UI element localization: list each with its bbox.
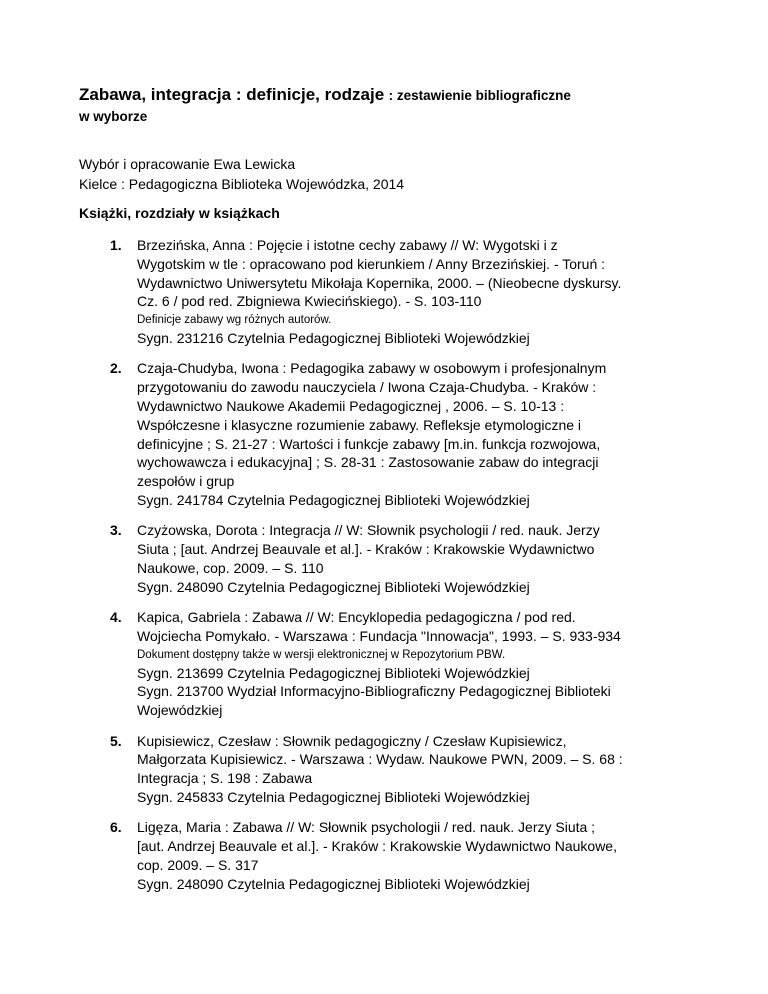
entry-citation-line: zespołów i grup xyxy=(137,473,235,490)
entry-citation-line: Wygotskim w tle : opracowano pod kierunkiem / Anny Brzezińskiej. - Toruń : xyxy=(137,255,606,272)
bibliography-entry xyxy=(79,818,699,893)
entry-citation-line: cop. 2009. – S. 317 xyxy=(137,856,259,873)
publisher-line: Kielce : Pedagogiczna Biblioteka Wojewódzka, 2014 xyxy=(79,176,405,192)
entry-number: 2. xyxy=(110,360,122,377)
entry-citation-line: Współczesne i klasyczne rozumienie zabawy. Refleksje etymologiczne i xyxy=(137,416,582,433)
entry-note: Dokument dostępny także w wersji elektronicznej w Repozytorium PBW. xyxy=(137,648,506,661)
entry-citation-line: Integracja ; S. 198 : Zabawa xyxy=(137,770,313,787)
entry-number: 1. xyxy=(110,237,122,253)
entry-call-number: Sygn. 245833 Czytelnia Pedagogicznej Biblioteki Wojewódzkiej xyxy=(137,788,530,805)
entry-citation-line: Brzezińska, Anna : Pojęcie i istotne cechy zabawy // W: Wygotski i z xyxy=(137,237,558,253)
entry-citation-line: przygotowaniu do zawodu nauczyciela / Iwona Czaja-Chudyba. - Kraków : xyxy=(137,379,597,396)
entry-number: 5. xyxy=(110,732,122,749)
entry-call-number: Sygn. 248090 Czytelnia Pedagogicznej Biblioteki Wojewódzkiej xyxy=(137,578,530,595)
entry-citation-line: Kupisiewicz, Czesław : Słownik pedagogiczny / Czesław Kupisiewicz, xyxy=(137,732,567,749)
entry-citation-line: definicyjne ; S. 21-27 : Wartości i funkcje zabawy [m.in. funkcja rozwojowa, xyxy=(137,435,601,452)
title-main: Zabawa, integracja : definicje, rodzaje xyxy=(79,85,385,104)
entry-citation-line: Kapica, Gabriela : Zabawa // W: Encyklopedia pedagogiczna / pod red. xyxy=(137,609,576,626)
entry-citation-line: Czyżowska, Dorota : Integracja // W: Słownik psychologii / red. nauk. Jerzy xyxy=(137,522,600,539)
entry-citation-line: wychowawcza i edukacyjna] ; S. 28-31 : Zastosowanie zabaw do integracji xyxy=(137,454,599,471)
entry-number: 3. xyxy=(110,522,122,539)
entry-note: Definicje zabawy wg różnych autorów. xyxy=(137,314,332,327)
entry-citation-line: Naukowe, cop. 2009. – S. 110 xyxy=(137,559,324,576)
entry-number: 4. xyxy=(110,609,122,626)
entry-citation-line: Czaja-Chudyba, Iwona : Pedagogika zabawy w osobowym i profesjonalnym xyxy=(137,360,607,377)
entry-call-number: Sygn. 248090 Czytelnia Pedagogicznej Biblioteki Wojewódzkiej xyxy=(137,875,530,892)
entry-call-number: Sygn. 213699 Czytelnia Pedagogicznej Biblioteki Wojewódzkiej xyxy=(137,664,530,681)
document-title xyxy=(79,84,719,127)
entry-call-number: Sygn. 231216 Czytelnia Pedagogicznej Biblioteki Wojewódzkiej xyxy=(137,330,530,347)
entry-citation-line: Małgorzata Kupisiewicz. - Warszawa : Wydaw. Naukowe PWN, 2009. – S. 68 : xyxy=(137,751,623,768)
entry-citation-line: Wydawnictwo Naukowe Akademii Pedagogicznej , 2006. – S. 10-13 : xyxy=(137,398,565,415)
entry-citation-line: Wydawnictwo Uniwersytetu Mikołaja Kopernika, 2000. – (Nieobecne dyskursy. xyxy=(137,274,622,291)
bibliography-entry xyxy=(79,236,699,348)
title-subtitle-continued: w wyborze xyxy=(79,109,148,124)
entry-citation-line: [aut. Andrzej Beauvale et al.]. - Kraków : Krakowskie Wydawnictwo Naukowe, xyxy=(137,838,617,855)
bibliography-entry xyxy=(79,608,699,720)
section-heading: Książki, rozdziały w książkach xyxy=(79,205,280,221)
compiler-line: Wybór i opracowanie Ewa Lewicka xyxy=(79,156,296,172)
bibliography-entry xyxy=(79,359,699,509)
entry-number: 6. xyxy=(110,819,122,836)
entry-call-number: Sygn. 213700 Wydział Informacyjno-Bibliograficzny Pedagogicznej Biblioteki xyxy=(137,683,611,700)
title-subtitle: : zestawienie bibliograficzne xyxy=(388,88,571,103)
entry-call-number: Sygn. 241784 Czytelnia Pedagogicznej Biblioteki Wojewódzkiej xyxy=(137,492,530,509)
entry-call-number: Wojewódzkiej xyxy=(137,702,223,719)
bibliography-entry xyxy=(79,521,699,596)
bibliography-list xyxy=(79,236,699,905)
entry-citation-line: Ligęza, Maria : Zabawa // W: Słownik psychologii / red. nauk. Jerzy Siuta ; xyxy=(137,819,596,836)
entry-citation-line: Wojciecha Pomykało. - Warszawa : Fundacja "Innowacja", 1993. – S. 933-934 xyxy=(137,627,621,644)
bibliography-entry xyxy=(79,732,699,807)
document-meta xyxy=(79,154,404,194)
entry-citation-line: Cz. 6 / pod red. Zbigniewa Kwiecińskiego). - S. 103-110 xyxy=(137,293,482,310)
entry-citation-line: Siuta ; [aut. Andrzej Beauvale et al.]. - Kraków : Krakowskie Wydawnictwo xyxy=(137,541,595,558)
